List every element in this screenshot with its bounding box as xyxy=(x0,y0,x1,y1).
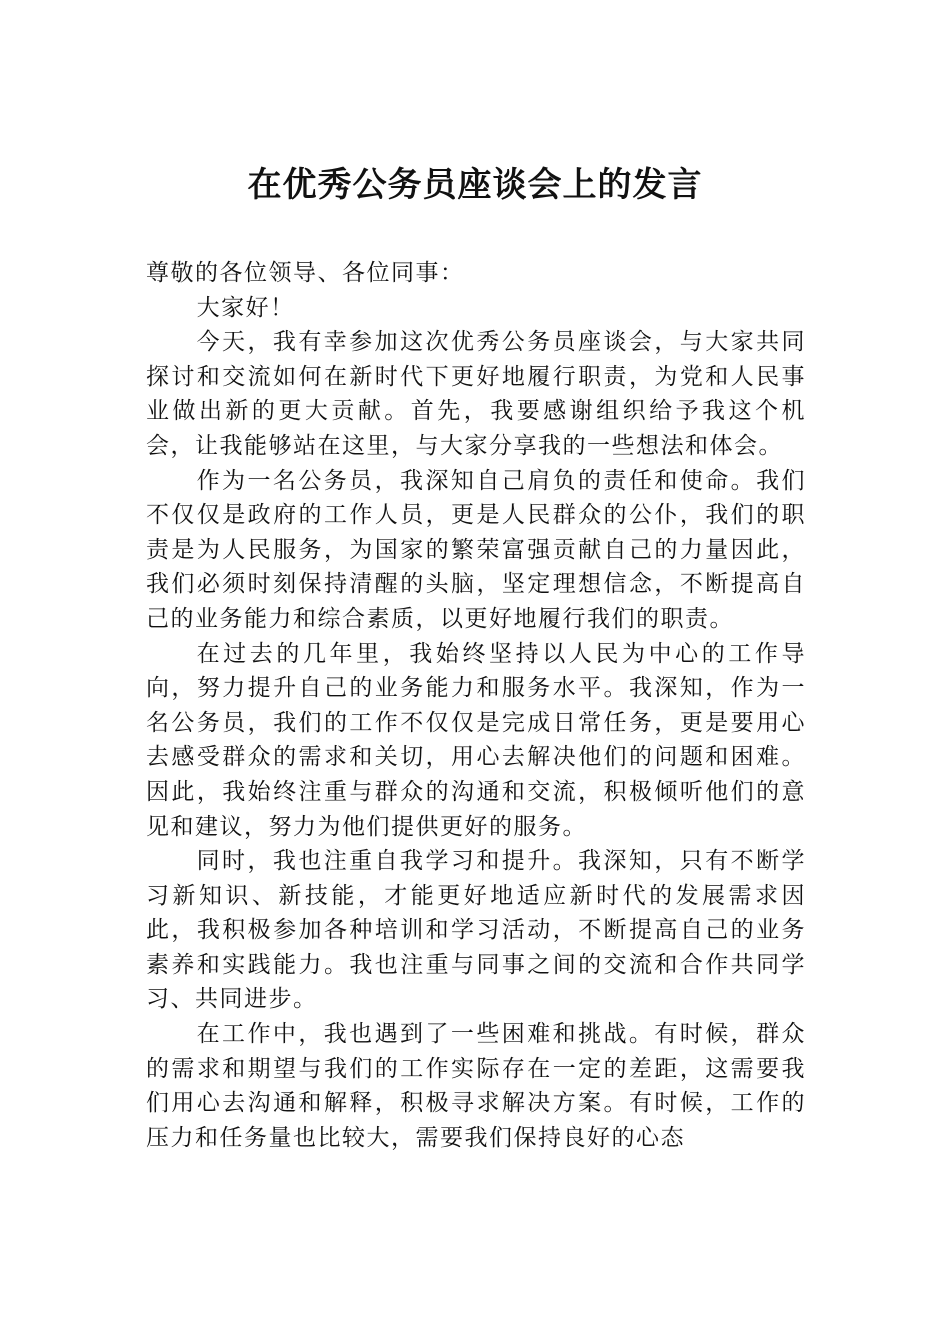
paragraph: 在工作中，我也遇到了一些困难和挑战。有时候，群众的需求和期望与我们的工作实际存在一定的差距，这需要我们用心去沟通和解释，积极寻求解决方案。有时候，工作的压力和任务量也比较大，需要我们保持良好的心态 xyxy=(146,1021,806,1151)
paragraph: 在过去的几年里，我始终坚持以人民为中心的工作导向，努力提升自己的业务能力和服务水平。我深知，作为一名公务员，我们的工作不仅仅是完成日常任务，更是要用心去感受群众的需求和关切，用心去解决他们的问题和困难。因此，我始终注重与群众的沟通和交流，积极倾听他们的意见和建议，努力为他们提供更好的服务。 xyxy=(146,640,806,840)
paragraph-greeting: 大家好！ xyxy=(196,294,295,321)
paragraph: 今天，我有幸参加这次优秀公务员座谈会，与大家共同探讨和交流如何在新时代下更好地履行职责，为党和人民事业做出新的更大贡献。首先，我要感谢组织给予我这个机会，让我能够站在这里，与大家分享我的一些想法和体会。 xyxy=(146,329,806,459)
paragraph: 同时，我也注重自我学习和提升。我深知，只有不断学习新知识、新技能，才能更好地适应新时代的发展需求因此，我积极参加各种培训和学习活动，不断提高自己的业务素养和实践能力。我也注重与同事之间的交流和合作共同学习、共同进步。 xyxy=(146,848,806,1013)
paragraph: 作为一名公务员，我深知自己肩负的责任和使命。我们不仅仅是政府的工作人员，更是人民群众的公仆，我们的职责是为人民服务，为国家的繁荣富强贡献自己的力量因此，我们必须时刻保持清醒的头脑，坚定理想信念，不断提高自己的业务能力和综合素质，以更好地履行我们的职责。 xyxy=(146,467,806,632)
salutation: 尊敬的各位领导、各位同事： xyxy=(146,260,465,286)
document-body xyxy=(146,256,806,1155)
document-title: 在优秀公务员座谈会上的发言 xyxy=(247,165,703,205)
